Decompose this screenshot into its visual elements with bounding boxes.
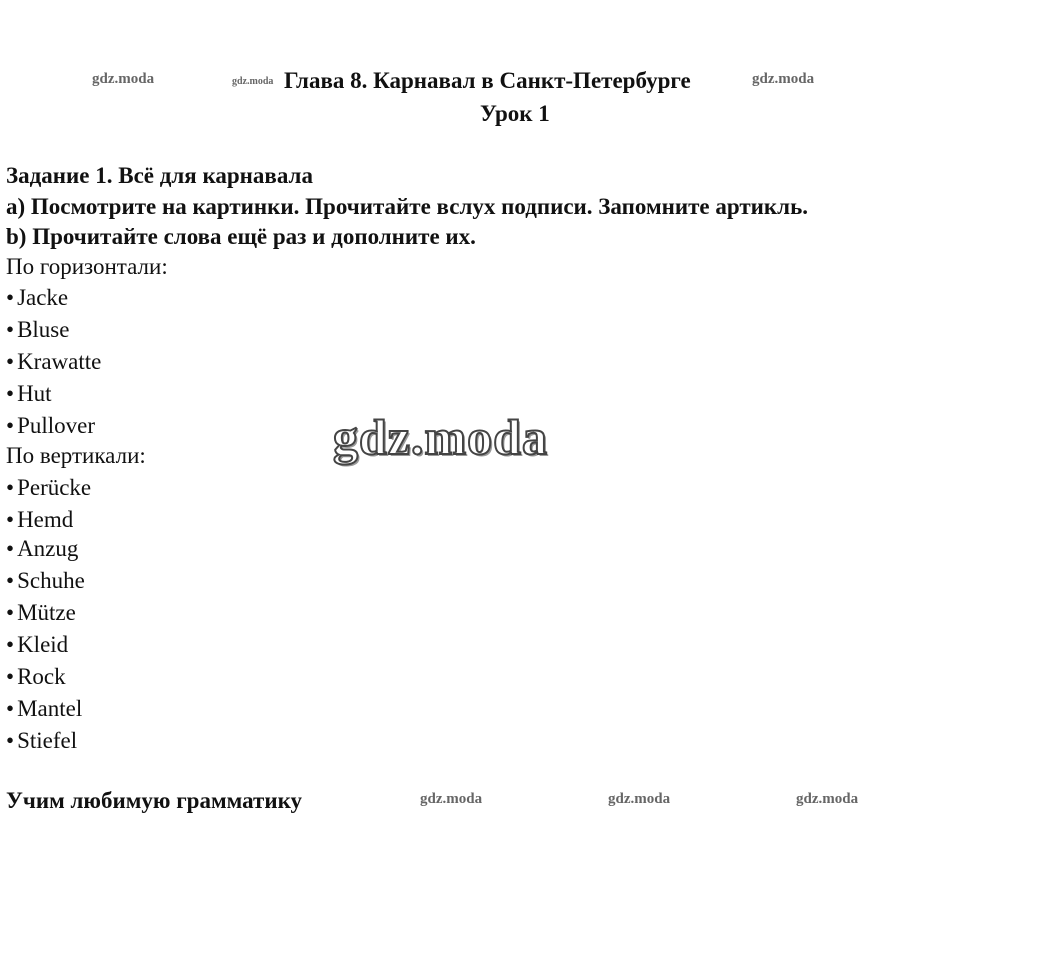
list-item: • Anzug — [6, 536, 78, 562]
list-item: • Hut — [6, 381, 52, 407]
watermark: gdz.moda — [232, 76, 274, 87]
lesson-title: Урок 1 — [480, 101, 550, 126]
footer-heading: Учим любимую грамматику — [6, 788, 303, 813]
chapter-title: Глава 8. Карнавал в Санкт-Петербурге — [284, 68, 691, 93]
list-item: • Bluse — [6, 317, 69, 343]
list-item: • Kleid — [6, 632, 68, 658]
task-title: Задание 1. Всё для карнавала — [6, 163, 313, 188]
watermark-large: gdz.moda — [333, 409, 548, 465]
list-item: • Krawatte — [6, 349, 101, 375]
list-item: • Pullover — [6, 413, 95, 439]
list-item: • Perücke — [6, 475, 91, 501]
vertical-label: По вертикали: — [6, 443, 146, 468]
list-item: • Jacke — [6, 285, 68, 311]
watermark: gdz.moda — [608, 791, 671, 807]
list-item: • Hemd — [6, 507, 73, 533]
list-item: • Mantel — [6, 696, 82, 722]
watermark: gdz.moda — [92, 71, 155, 87]
list-item: • Stiefel — [6, 728, 77, 754]
task-b: b) Прочитайте слова ещё раз и дополните их. — [6, 224, 476, 249]
task-a: a) Посмотрите на картинки. Прочитайте вслух подписи. Запомните артикль. — [6, 194, 808, 219]
watermark: gdz.moda — [752, 71, 815, 87]
list-item: • Rock — [6, 664, 66, 690]
horizontal-label: По горизонтали: — [6, 254, 168, 279]
watermark: gdz.moda — [420, 791, 483, 807]
watermark: gdz.moda — [796, 791, 859, 807]
list-item: • Schuhe — [6, 568, 85, 594]
list-item: • Mütze — [6, 600, 76, 626]
